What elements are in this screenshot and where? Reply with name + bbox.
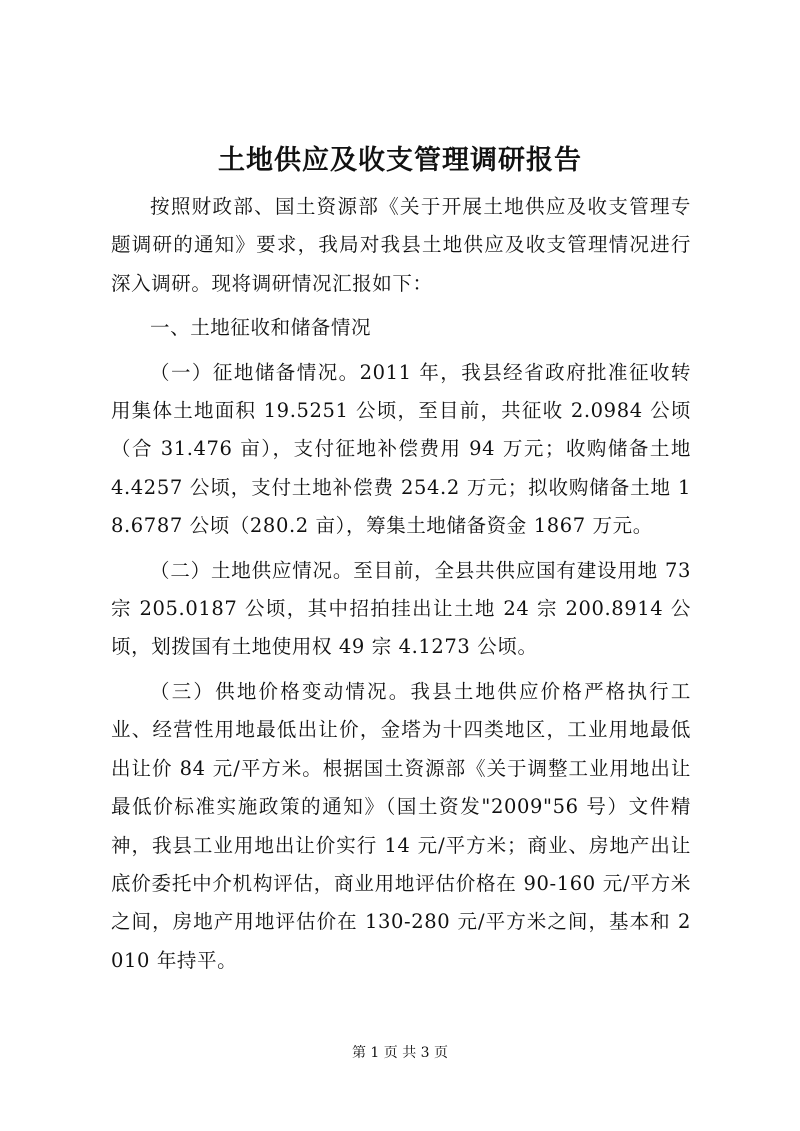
page-footer: 第 1 页 共 3 页 — [351, 1045, 449, 1061]
section-heading: 一、土地征收和储备情况 — [150, 316, 372, 340]
document-body — [111, 188, 691, 986]
paragraph-land-supply: （二）土地供应情况。至目前，全县共供应国有建设用地 73 宗 205.0187 公顷，其中招拍挂出让土地 24 宗 200.8914 公顷，划拨国有土地使用权 49 宗 4.1273 公顷。 — [111, 558, 691, 659]
paragraph-land-reserve: （一）征地储备情况。2011 年，我县经省政府批准征收转用集体土地面积 19.5251 公顷，至目前，共征收 2.0984 公顷（合 31.476 亩），支付征地补偿费用 94 万元；收购储备土地 4.4257 公顷，支付土地补偿费 254.2 万元；拟收购储备土地 18.6787 公顷（280.2 亩），筹集土地储备资金 1867 万元。 — [111, 360, 691, 538]
paragraph-land-price: （三）供地价格变动情况。我县土地供应价格严格执行工业、经营性用地最低出让价，金塔为十四类地区，工业用地最低出让价 84 元/平方米。根据国土资源部《关于调整工业用地出让最低价标准实施政策的通知》（国土资发"2009"56 号）文件精神，我县工业用地出让价实行 14 元/平方米；商业、房地产出让底价委托中介机构评估，商业用地评估价格在 90-160 元/平方米之间，房地产用地评估价在 130-280 元/平方米之间，基本和 2010 年持平。 — [111, 679, 691, 972]
intro-paragraph: 按照财政部、国土资源部《关于开展土地供应及收支管理专题调研的通知》要求，我局对我县土地供应及收支管理情况进行深入调研。现将调研情况汇报如下： — [111, 195, 691, 295]
document-title: 土地供应及收支管理调研报告 — [218, 145, 582, 176]
